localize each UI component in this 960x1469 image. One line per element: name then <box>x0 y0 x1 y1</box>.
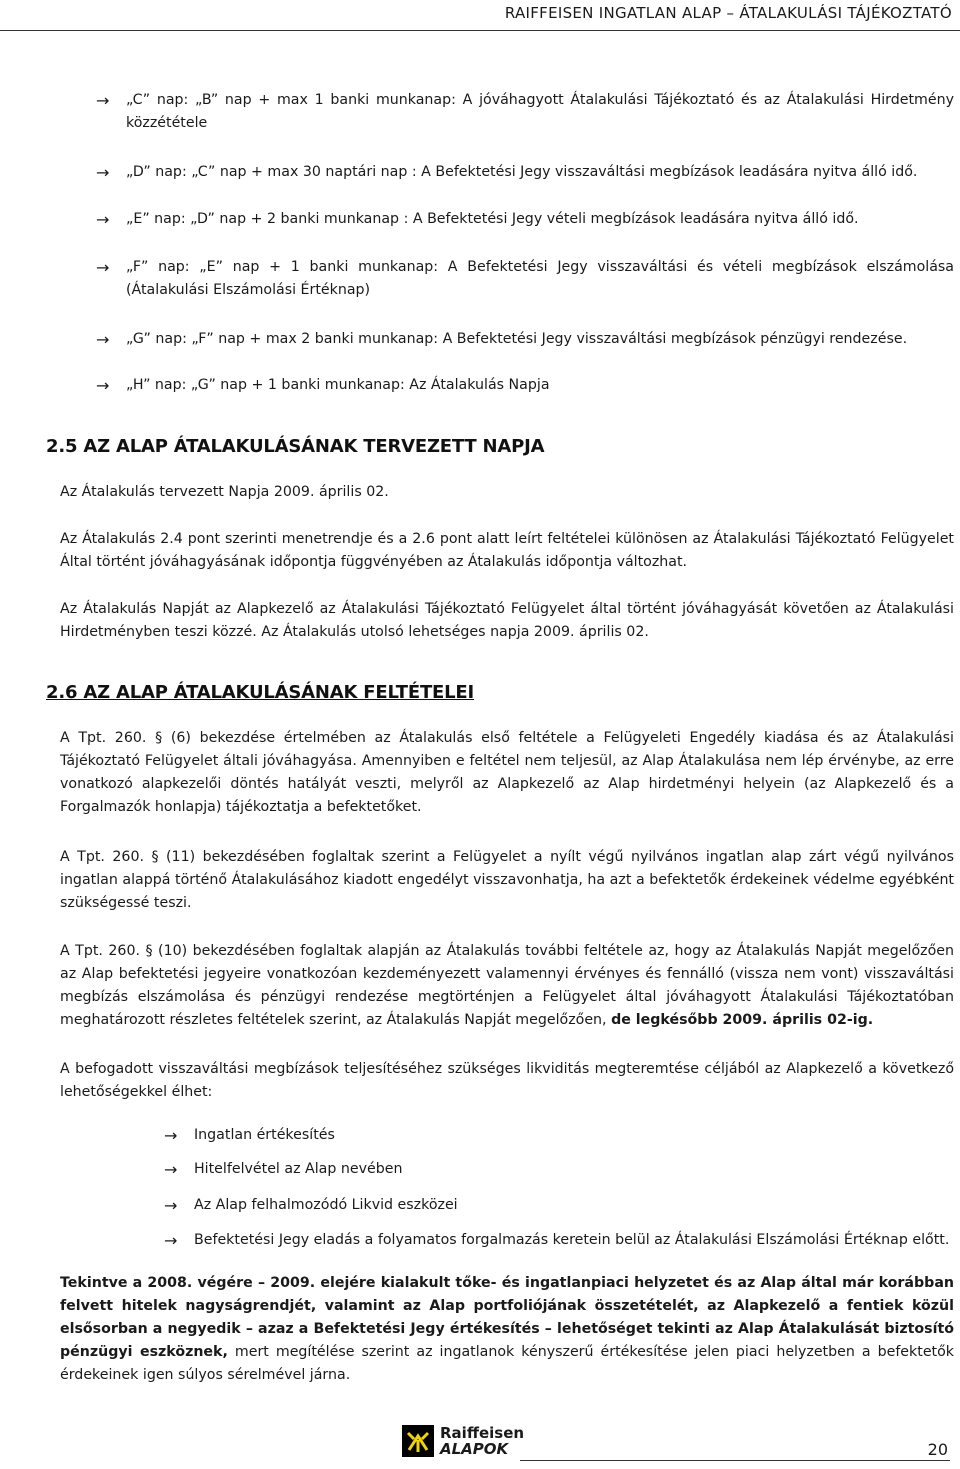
arrow-icon: → <box>164 1231 178 1250</box>
page-header-title: RAIFFEISEN INGATLAN ALAP – ÁTALAKULÁSI TÁJÉKOZTATÓ <box>504 4 952 22</box>
deadline-emphasis: de legkésőbb 2009. április 02-ig. <box>611 1012 874 1028</box>
section-2-5-paragraph: Az Átalakulás 2.4 pont szerinti menetrendje és a 2.6 pont alatt leírt feltételei különösen az Átalakulási Tájékoztató Felügyelet Által történt jóváhagyásának időpontja függvényében az Átalakulás időpontja változhat. <box>60 531 954 570</box>
page-number: 20 <box>927 1440 948 1459</box>
schedule-item-e: → „E” nap: „D” nap + 2 banki munkanap : A Befektetési Jegy vételi megbízások leadására nyitva álló idő. <box>96 210 859 229</box>
liquidity-option: → Befektetési Jegy eladás a folyamatos forgalmazás keretein belül az Átalakulási Elszámolási Értéknap előtt. <box>164 1231 950 1250</box>
section-2-5-heading: 2.5 AZ ALAP ÁTALAKULÁSÁNAK TERVEZETT NAPJA <box>46 436 545 457</box>
header-divider <box>0 30 960 31</box>
arrow-icon: → <box>164 1160 178 1179</box>
section-2-6-conclusion: Tekintve a 2008. végére – 2009. elejére kialakult tőke- és ingatlanpiaci helyzetet és az Alap által már korábban felvett hitelek nagyságrendjét, valamint az Alap portfoliójának összetételét, az Alapkezelő a fentiek közül elsősorban a negyedik – azaz a Befektetési Jegy értékesítés – lehetőséget tekinti az Alap Átalakulását biztosító pénzügyi eszköznek, mert megítélése szerint az ingatlanok kényszerű értékesítése jelen piaci helyzetben a befektetők érdekeinek igen súlyos sérelmével járna. <box>60 1275 955 1383</box>
schedule-item-h: → „H” nap: „G” nap + 1 banki munkanap: Az Átalakulás Napja <box>96 376 550 395</box>
schedule-item-g: → „G” nap: „F” nap + max 2 banki munkanap: A Befektetési Jegy visszaváltási megbízások pénzügyi rendezése. <box>96 330 908 349</box>
arrow-icon: → <box>96 163 110 182</box>
section-2-6-paragraph: A Tpt. 260. § (10) bekezdésében foglaltak alapján az Átalakulás további feltétele az, hogy az Átalakulás Napját megelőzően az Alap befektetési jegyeire vonatkozóan kezdeményezett valamennyi érvényes és fennálló (vissza nem vont) visszaváltási megbízás elszámolása és pénzügyi rendezése megtörténjen a Felügyelet által jóváhagyott Átalakulási Tájékoztatóban meghatározott részletes feltételek szerint, az Átalakulás Napját megelőzően, de legkésőbb 2009. április 02-ig. <box>60 943 954 1028</box>
arrow-icon: → <box>96 376 110 395</box>
liquidity-option: → Az Alap felhalmozódó Likvid eszközei <box>164 1196 458 1215</box>
footer-divider <box>520 1460 950 1461</box>
schedule-item-c: → „C” nap: „B” nap + max 1 banki munkanap: A jóváhagyott Átalakulási Tájékoztató és az Átalakulási Hirdetmény közzététele <box>96 89 954 135</box>
arrow-icon: → <box>96 210 110 229</box>
section-2-5-paragraph: Az Átalakulás Napját az Alapkezelő az Átalakulási Tájékoztató Felügyelet által történt jóváhagyását követően az Átalakulási Hirdetményben teszi közzé. Az Átalakulás utolsó lehetséges napja 2009. április 02. <box>60 601 954 640</box>
section-2-5-planned-date: Az Átalakulás tervezett Napja 2009. április 02. <box>60 484 389 500</box>
arrow-icon: → <box>164 1196 178 1215</box>
section-2-6-paragraph: A Tpt. 260. § (11) bekezdésében foglaltak szerint a Felügyelet a nyílt végű nyilvános ingatlan alap zárt végű nyilvános ingatlan alappá történő Átalakulásához kiadott engedélyt visszavonhatja, ha azt a befektetők érdekeinek védelme egyébként szükségessé teszi. <box>60 849 954 911</box>
schedule-item-d: → „D” nap: „C” nap + max 30 naptári nap : A Befektetési Jegy visszaváltási megbízások leadására nyitva álló idő. <box>96 163 918 182</box>
arrow-icon: → <box>96 258 110 277</box>
arrow-icon: → <box>96 330 110 349</box>
schedule-item-f: → „F” nap: „E” nap + 1 banki munkanap: A Befektetési Jegy visszaváltási és vételi megbízások elszámolása (Átalakulási Elszámolási Értéknap) <box>96 256 954 302</box>
section-2-6-heading: 2.6 AZ ALAP ÁTALAKULÁSÁNAK FELTÉTELEI <box>46 682 474 703</box>
raiffeisen-emblem-icon <box>402 1425 434 1457</box>
section-2-6-paragraph: A Tpt. 260. § (6) bekezdése értelmében az Átalakulás első feltétele a Felügyeleti Engedély kiadása és az Átalakulási Tájékoztató Felügyelet általi jóváhagyása. Amennyiben e feltétel nem teljesül, az Alap Átalakulása nem lép érvénybe, az erre vonatkozó alapkezelői döntés hatályát veszti, melyről az Alapkezelő az Alap hirdetményi helyein (az Alapkezelő és a Forgalmazók honlapja) tájékoztatja a befektetőket. <box>60 730 954 815</box>
arrow-icon: → <box>164 1126 178 1145</box>
arrow-icon: → <box>96 91 110 110</box>
raiffeisen-alapok-logo: Raiffeisen ALAPOK <box>402 1425 524 1457</box>
section-2-6-paragraph: A befogadott visszaváltási megbízások teljesítéséhez szükséges likviditás megteremtése céljából az Alapkezelő a következő lehetőségekkel élhet: <box>60 1061 954 1100</box>
liquidity-option: → Ingatlan értékesítés <box>164 1126 335 1145</box>
liquidity-option: → Hitelfelvétel az Alap nevében <box>164 1160 403 1179</box>
